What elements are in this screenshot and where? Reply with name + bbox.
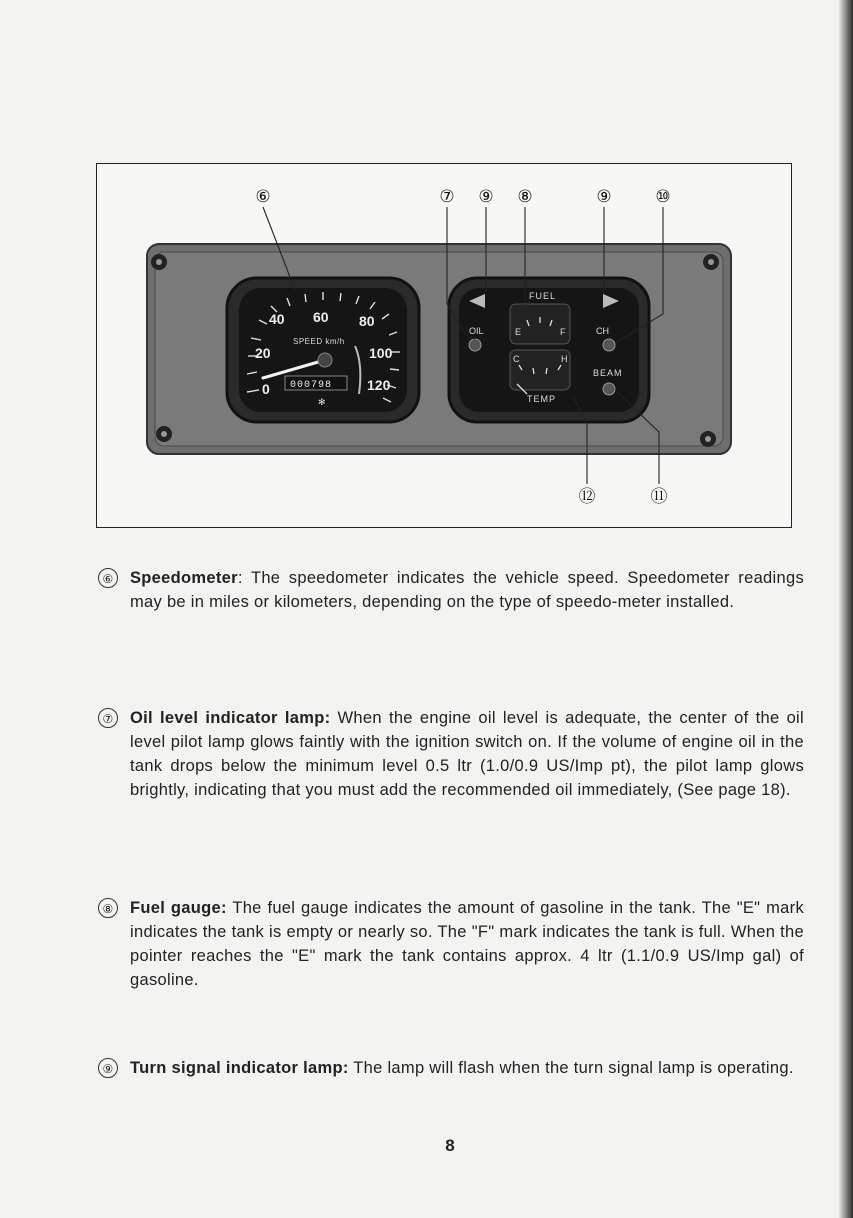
instrument-panel-illustration [97,164,793,529]
temp-label: TEMP [527,394,557,404]
item-text: When the engine oil level is adequate, the center of the oil level pilot lamp glows faintly with the ignition switch on. If the volume of engine oil in the tank drops below the minimum level 0.5 ltr (1.0/0.9 US/Imp pt), the pilot lamp glows brightly, indicating that you must add the recommended oil immediately, (See page 18). [130,709,804,799]
paragraph-oil-level-lamp [98,706,804,802]
speed-tick-0: 0 [262,381,270,397]
callout-12: ⑫ [578,487,596,507]
item-text: The fuel gauge indicates the amount of gasoline in the tank. The "E" mark indicates the tank is empty or nearly so. The "F" mark indicates the tank is full. When the pointer reaches the "E" mark the tank contains approx. 4 ltr (1.1/0.9 US/Imp gal) of gasoline. [130,899,805,989]
speed-tick-20: 20 [255,345,271,361]
callout-7: ⑦ [439,187,455,207]
needle-hub [318,353,332,367]
callout-9-right: ⑨ [596,187,612,207]
odometer-reset-icon: ✻ [318,397,326,407]
callout-6: ⑥ [255,187,271,207]
temp-hot-mark: H [561,354,568,364]
speed-tick-120: 120 [367,377,391,393]
callout-9-left: ⑨ [478,187,494,207]
item-number: ⑦ [98,708,118,728]
fuel-full-mark: F [560,327,566,337]
page-number: 8 [445,1136,455,1155]
fuel-empty-mark: E [515,327,522,337]
fuel-label: FUEL [529,291,557,301]
item-text: : The speedometer indicates the vehicle speed. Speedometer readings may be in miles or kilometers, depending on the type of speedo-meter installed. [130,569,804,611]
callout-11: ⑪ [650,487,668,507]
callout-8: ⑧ [517,187,533,207]
charge-lamp [603,339,615,351]
paragraph-turn-signal-lamp [98,1056,804,1080]
instrument-panel-figure [96,163,792,528]
paragraph-fuel-gauge [98,896,804,992]
callout-10: ⑩ [655,187,671,207]
speed-tick-80: 80 [359,313,375,329]
item-text: The lamp will flash when the turn signal lamp is operating. [348,1059,794,1077]
speed-unit-label: SPEED km/h [293,337,345,346]
speed-tick-100: 100 [369,345,393,361]
fuel-gauge [510,304,570,344]
charge-label: CH [596,326,609,336]
oil-label: OIL [469,326,484,336]
speed-tick-60: 60 [313,309,329,325]
item-number: ⑧ [98,898,118,918]
odometer-reading: 000798 [290,380,333,391]
item-number: ⑨ [98,1058,118,1078]
beam-label: BEAM [593,368,623,378]
temp-cold-mark: C [513,354,520,364]
item-number: ⑥ [98,568,118,588]
speed-tick-40: 40 [269,311,285,327]
item-term: Speedometer [130,569,238,587]
paragraph-speedometer [98,566,804,614]
item-term: Oil level indicator lamp: [130,709,331,727]
page-edge-shadow [839,0,853,1218]
oil-lamp [469,339,481,351]
item-term: Fuel gauge: [130,899,227,917]
beam-lamp [603,383,615,395]
item-term: Turn signal indicator lamp: [130,1059,349,1077]
